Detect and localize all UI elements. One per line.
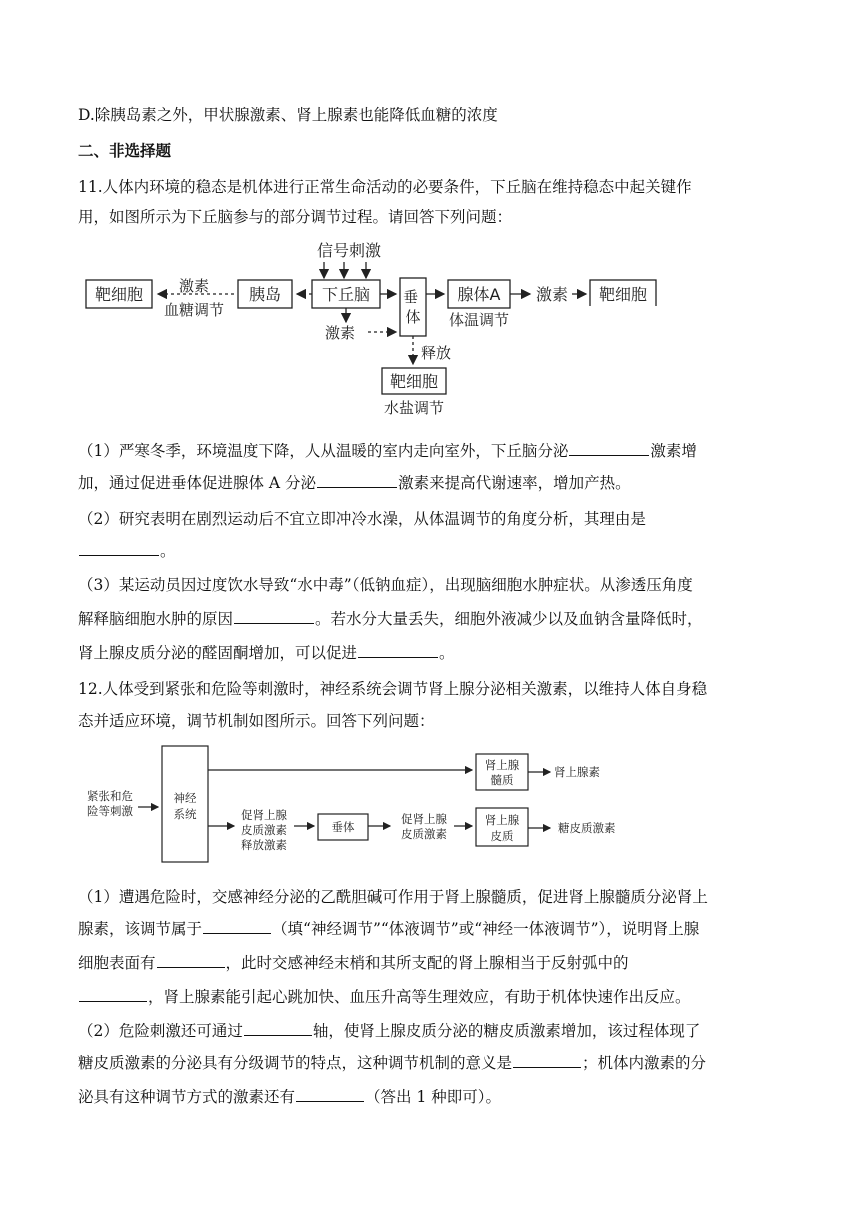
adrenal-medulla-label-line2: 髓质 — [490, 773, 514, 787]
q11-stem-line2: 用，如图所示为下丘脑参与的部分调节过程。请回答下列问题： — [78, 208, 513, 226]
q11-part1-text-c: 加，通过促进垂体促进腺体 A 分泌 — [78, 474, 317, 492]
nervous-system-label-line2: 系统 — [173, 807, 197, 821]
stimulus-label-line2: 险等刺激 — [87, 804, 133, 818]
answer-blank[interactable] — [234, 608, 314, 624]
target-cell-bottom-label: 靶细胞 — [389, 372, 439, 391]
section-heading: 二、非选择题 — [78, 141, 172, 160]
q12-part2-text-d: ；机体内激素的分 — [582, 1054, 707, 1072]
hypothalamus-diagram-right — [430, 236, 720, 306]
hypothalamus-label: 下丘脑 — [321, 285, 371, 304]
body-temp-regulation-label: 体温调节 — [448, 311, 510, 329]
adrenal-regulation-diagram — [82, 742, 642, 866]
release-label: 释放 — [420, 344, 452, 362]
answer-blank[interactable] — [203, 918, 271, 934]
pituitary-label-2: 垂体 — [331, 820, 355, 834]
answer-blank[interactable] — [569, 440, 649, 456]
water-salt-regulation-label: 水盐调节 — [383, 399, 445, 417]
glucocorticoid-label: 糖皮质激素 — [558, 821, 616, 835]
q11-stem-line1: 11.人体内环境的稳态是机体进行正常生命活动的必要条件，下丘脑在维持稳态中起关键作 — [78, 178, 692, 196]
pituitary-char-2: 体 — [405, 308, 421, 326]
q12-part2-text-a: （2）危险刺激还可通过 — [78, 1022, 243, 1040]
q12-part2-text-f: （答出 1 种即可）。 — [365, 1088, 501, 1106]
answer-blank[interactable] — [513, 1052, 581, 1068]
stimulus-label-line1: 紧张和危 — [87, 789, 133, 803]
answer-blank[interactable] — [79, 986, 147, 1002]
hormone-left-label: 激素 — [178, 277, 210, 295]
target-cell-right-label: 靶细胞 — [598, 285, 648, 304]
q11-part1-line1 — [78, 440, 788, 462]
acth-label-line2: 皮质激素 — [401, 827, 447, 841]
q12-part2-text-b: 轴，使肾上腺皮质分泌的糖皮质激素增加，该过程体现了 — [312, 1022, 701, 1040]
pituitary-label — [403, 288, 423, 326]
q11-part3-line1: （3）某运动员因过度饮水导致“水中毒”（低钠血症），出现脑细胞水肿症状。从渗透压角度 — [78, 576, 693, 594]
q11-part2-line1: （2）研究表明在剧烈运动后不宜立即冲冷水澡，从体温调节的角度分析，其理由是 — [78, 510, 646, 528]
target-cell-left-label: 靶细胞 — [94, 285, 144, 304]
q11-part3-line3 — [78, 642, 788, 664]
hormone-right-label: 激素 — [535, 285, 569, 304]
pituitary-char-1: 垂 — [403, 288, 419, 306]
epinephrine-label: 肾上腺素 — [554, 765, 600, 779]
q12-part2-text-e: 泌具有这种调节方式的激素还有 — [78, 1088, 296, 1106]
blood-sugar-regulation-label: 血糖调节 — [163, 301, 225, 319]
adrenal-cortex-label-line2: 皮质 — [490, 829, 514, 843]
q12-part1-line1: （1）遭遇危险时，交感神经分泌的乙酰胆碱可作用于肾上腺髓质，促进肾上腺髓质分泌肾上 — [78, 888, 708, 906]
q11-part3-text-d: 肾上腺皮质分泌的醛固酮增加，可以促进 — [78, 644, 358, 662]
q11-part1-text-d: 激素来提高代谢速率，增加产热。 — [398, 474, 631, 492]
q12-stem-line1: 12.人体受到紧张和危险等刺激时，神经系统会调节肾上腺分泌相关激素，以维持人体自身稳 — [78, 680, 708, 698]
q12-part1-text-c: （填“神经调节”“体液调节”或“神经一体液调节”），说明肾上腺 — [272, 920, 700, 938]
q12-part1-text-b: 腺素，该调节属于 — [78, 920, 203, 938]
answer-blank[interactable] — [244, 1020, 312, 1036]
answer-blank[interactable] — [296, 1086, 364, 1102]
acth-label-line1: 促肾上腺 — [401, 812, 447, 826]
q12-part1-text-e: ，此时交感神经末梢和其所支配的肾上腺相当于反射弧中的 — [225, 954, 629, 972]
crh-label-line1: 促肾上腺 — [241, 808, 287, 822]
hormone-below-label: 激素 — [324, 324, 356, 342]
nervous-system-label-line1: 神经 — [173, 791, 197, 805]
q11-part2-line2 — [78, 540, 788, 562]
pancreatic-islet-label: 胰岛 — [248, 285, 282, 304]
q12-part1-line4 — [78, 986, 788, 1008]
signal-stimulus-label: 信号刺激 — [316, 241, 382, 260]
q12-part1-line2 — [78, 918, 788, 940]
q11-part3-text-e: 。 — [439, 644, 455, 662]
q11-part1-text-a: （1）严寒冬季，环境温度下降，人从温暖的室内走向室外，下丘脑分泌 — [78, 442, 569, 460]
q11-part1-line2 — [78, 472, 788, 494]
q11-part2-text-b: 。 — [160, 542, 176, 560]
crh-label-line2: 皮质激素 — [241, 823, 287, 837]
option-d: D.除胰岛素之外，甲状腺激素、肾上腺素也能降低血糖的浓度 — [78, 106, 498, 124]
answer-blank[interactable] — [358, 642, 438, 658]
q12-part2-text-c: 糖皮质激素的分泌具有分级调节的特点，这种调节机制的意义是 — [78, 1054, 513, 1072]
q11-part1-text-b: 激素增 — [650, 442, 697, 460]
q12-part2-line1 — [78, 1020, 788, 1042]
answer-blank[interactable] — [157, 952, 225, 968]
q12-part1-line3 — [78, 952, 788, 974]
adrenal-cortex-label-line1: 肾上腺 — [484, 813, 520, 827]
answer-blank[interactable] — [79, 540, 159, 556]
q12-part1-text-d: 细胞表面有 — [78, 954, 156, 972]
gland-a-label: 腺体A — [457, 285, 501, 304]
q12-stem-line2: 态并适应环境，调节机制如图所示。回答下列问题： — [78, 712, 435, 730]
answer-blank[interactable] — [317, 472, 397, 488]
crh-label-line3: 释放激素 — [241, 838, 287, 852]
adrenal-medulla-label-line1: 肾上腺 — [484, 758, 520, 772]
q12-part2-line2 — [78, 1052, 788, 1074]
pituitary-box — [400, 278, 426, 336]
q11-part3-text-b: 解释脑细胞水肿的原因 — [78, 610, 234, 628]
q11-part3-text-c: 。若水分大量丢失，细胞外液减少以及血钠含量降低时， — [315, 610, 703, 628]
q12-part2-line3 — [78, 1086, 788, 1108]
q12-part1-text-f: ，肾上腺素能引起心跳加快、血压升高等生理效应，有助于机体快速作出反应。 — [148, 988, 691, 1006]
q11-part3-line2 — [78, 608, 788, 630]
